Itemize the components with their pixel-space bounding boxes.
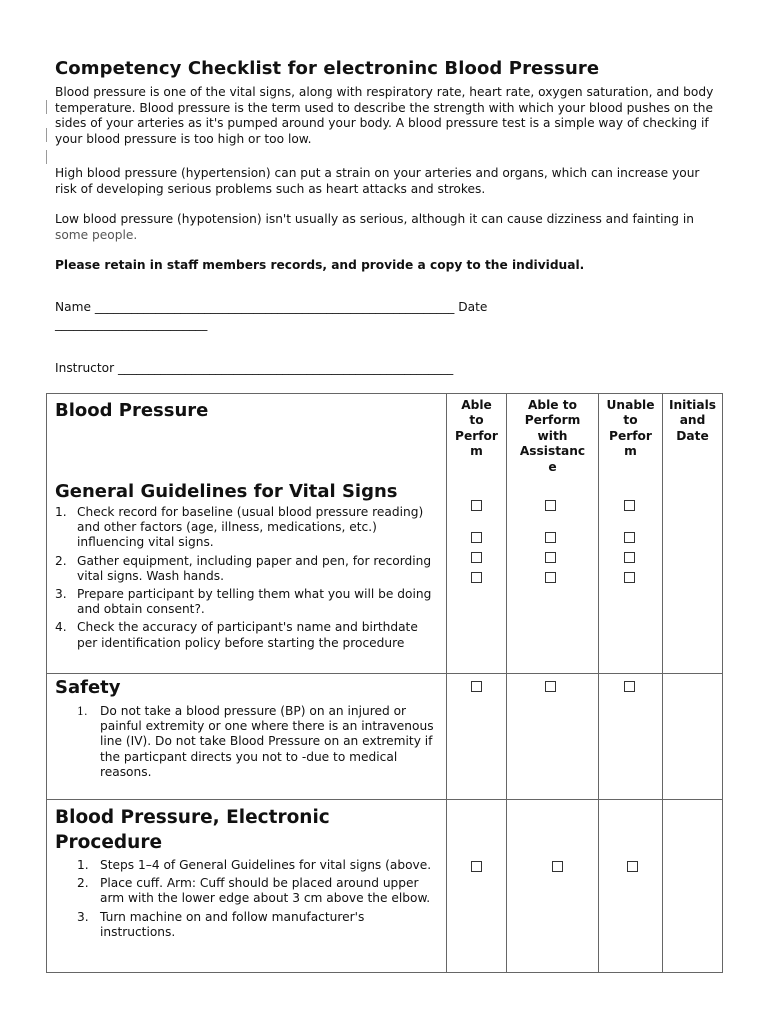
checkbox[interactable] [545, 532, 556, 543]
name-line[interactable]: ___________________________________________________________ [94, 300, 455, 314]
checkbox[interactable] [545, 500, 556, 511]
item-text: Gather equipment, including paper and pen, for recording vital signs. Wash hands. [77, 553, 432, 583]
col-assist-header [507, 394, 599, 674]
item-text: Check the accuracy of participant's name and birthdate per identification policy before starting the procedure [77, 620, 418, 650]
table-row [47, 394, 723, 674]
procedure-cell [47, 800, 447, 973]
col-unable-line: Perfor [609, 428, 652, 443]
list-item [55, 704, 438, 780]
item-number: 1. [55, 505, 67, 519]
col-initials-line: Date [676, 428, 709, 443]
procedure-initials-cell[interactable] [663, 800, 723, 973]
name-label: Name [55, 300, 91, 314]
safety-initials-cell[interactable] [663, 674, 723, 800]
retain-note: Please retain in staff members records, and provide a copy to the individual. [55, 258, 585, 272]
date-label: Date [458, 300, 488, 314]
checkbox[interactable] [627, 861, 638, 872]
item-text: Steps 1–4 of General Guidelines for vital signs (above. [100, 858, 432, 872]
list-item [55, 587, 440, 617]
checkbox[interactable] [545, 572, 556, 583]
col-unable-header [599, 394, 663, 674]
list-item [55, 554, 440, 584]
table-row [47, 800, 723, 973]
hypotension-text-end: some people. [55, 227, 138, 242]
procedure-unable-cell [599, 800, 663, 973]
item-text: Turn machine on and follow manufacturer's instructions. [100, 909, 365, 939]
item-number: 3. [77, 909, 89, 924]
table-header: Blood Pressure [55, 400, 209, 421]
checkbox[interactable] [545, 681, 556, 692]
safety-cell [47, 674, 447, 800]
col-able-header [447, 394, 507, 674]
table-row [47, 674, 723, 800]
item-number: 1. [77, 858, 89, 872]
item-number: 4. [55, 620, 67, 635]
col-initials-header [663, 394, 723, 674]
list-item [55, 620, 440, 650]
name-field[interactable] [55, 299, 487, 315]
checkbox[interactable] [624, 572, 635, 583]
list-item [55, 858, 438, 873]
hypertension-paragraph: High blood pressure (hypertension) can put a strain on your arteries and organs, which can increase your risk of developing serious problems such as heart attacks and strokes. [55, 166, 700, 196]
col-assist-line: Assistanc [519, 444, 586, 459]
checkbox[interactable] [471, 681, 482, 692]
hypotension-paragraph [55, 212, 723, 243]
section-title: Safety [55, 677, 121, 698]
list-item [55, 505, 440, 551]
checkbox[interactable] [552, 861, 563, 872]
col-assist-line: Perform [524, 413, 581, 428]
checkbox[interactable] [545, 552, 556, 563]
col-assist-line: Able to [527, 398, 578, 412]
item-text: Check record for baseline (usual blood pressure reading) and other factors (age, illness, medications, etc.) influencing vital signs. [77, 505, 424, 550]
checkbox[interactable] [471, 532, 482, 543]
intro-paragraph: Blood pressure is one of the vital signs, along with respiratory rate, heart rate, oxygen saturation, and body temperature. Blood pressure is the term used to describe the strength with which your blood pushes on the sides of your arteries as it's pumped around your body. A blood pressure test is a simple way of checking if your blood pressure is too high or too low. [55, 85, 714, 147]
page-title: Competency Checklist for electroninc Blood Pressure [55, 58, 600, 79]
col-assist-line: e [548, 459, 557, 474]
item-number: 2. [77, 876, 89, 891]
margin-mark [46, 128, 47, 142]
checklist-table [46, 393, 723, 973]
item-text: Prepare participant by telling them what you will be doing and obtain consent?. [77, 587, 432, 617]
list-item [55, 876, 438, 906]
checkbox[interactable] [471, 500, 482, 511]
general-list [55, 505, 440, 651]
item-text: Do not take a blood pressure (BP) on an injured or painful extremity or one where there is an intravenous line (IV). Do not take Blood Pressure on an extremity if the particpant directs you not to -due to medical reasons. [100, 704, 434, 779]
item-number: 1. [77, 705, 88, 718]
margin-mark [46, 150, 47, 164]
col-initials-line: and [679, 413, 706, 428]
procedure-able-cell [447, 800, 507, 973]
general-cell [47, 394, 447, 674]
item-number: 2. [55, 553, 67, 568]
procedure-assist-cell [507, 800, 599, 973]
safety-assist-cell [507, 674, 599, 800]
checkbox[interactable] [624, 532, 635, 543]
section-title: General Guidelines for Vital Signs [55, 481, 398, 502]
checkbox[interactable] [624, 552, 635, 563]
margin-mark [46, 100, 47, 114]
checkbox[interactable] [624, 681, 635, 692]
hypotension-text: Low blood pressure (hypotension) isn't usually as serious, although it can cause dizziness and fainting in [55, 212, 694, 226]
item-number: 3. [55, 587, 67, 602]
checkbox[interactable] [471, 552, 482, 563]
col-initials-line: Initials [668, 398, 717, 412]
col-assist-line: with [537, 428, 568, 443]
col-able-line: Able [461, 398, 492, 412]
list-item [55, 910, 438, 940]
col-unable-line: m [624, 444, 637, 459]
col-unable-line: to [623, 413, 638, 428]
safety-unable-cell [599, 674, 663, 800]
col-able-line: to [469, 413, 484, 428]
col-unable-line: Unable [606, 398, 655, 412]
col-able-line: m [470, 444, 483, 459]
col-able-line: Perfor [455, 428, 498, 443]
item-text: Place cuff. Arm: Cuff should be placed around upper arm with the lower edge about 3 cm above the elbow. [100, 876, 431, 906]
procedure-list [55, 858, 438, 940]
checkbox[interactable] [624, 500, 635, 511]
instructor-field[interactable] [55, 360, 453, 376]
safety-list [55, 704, 438, 780]
checkbox[interactable] [471, 861, 482, 872]
safety-able-cell [447, 674, 507, 800]
section-title: Blood Pressure, Electronic Procedure [55, 807, 330, 853]
date-line[interactable]: _________________________ [55, 317, 208, 331]
checkbox[interactable] [471, 572, 482, 583]
instructor-label: Instructor [55, 361, 115, 375]
instructor-line[interactable]: _______________________________________________________ [118, 361, 454, 375]
